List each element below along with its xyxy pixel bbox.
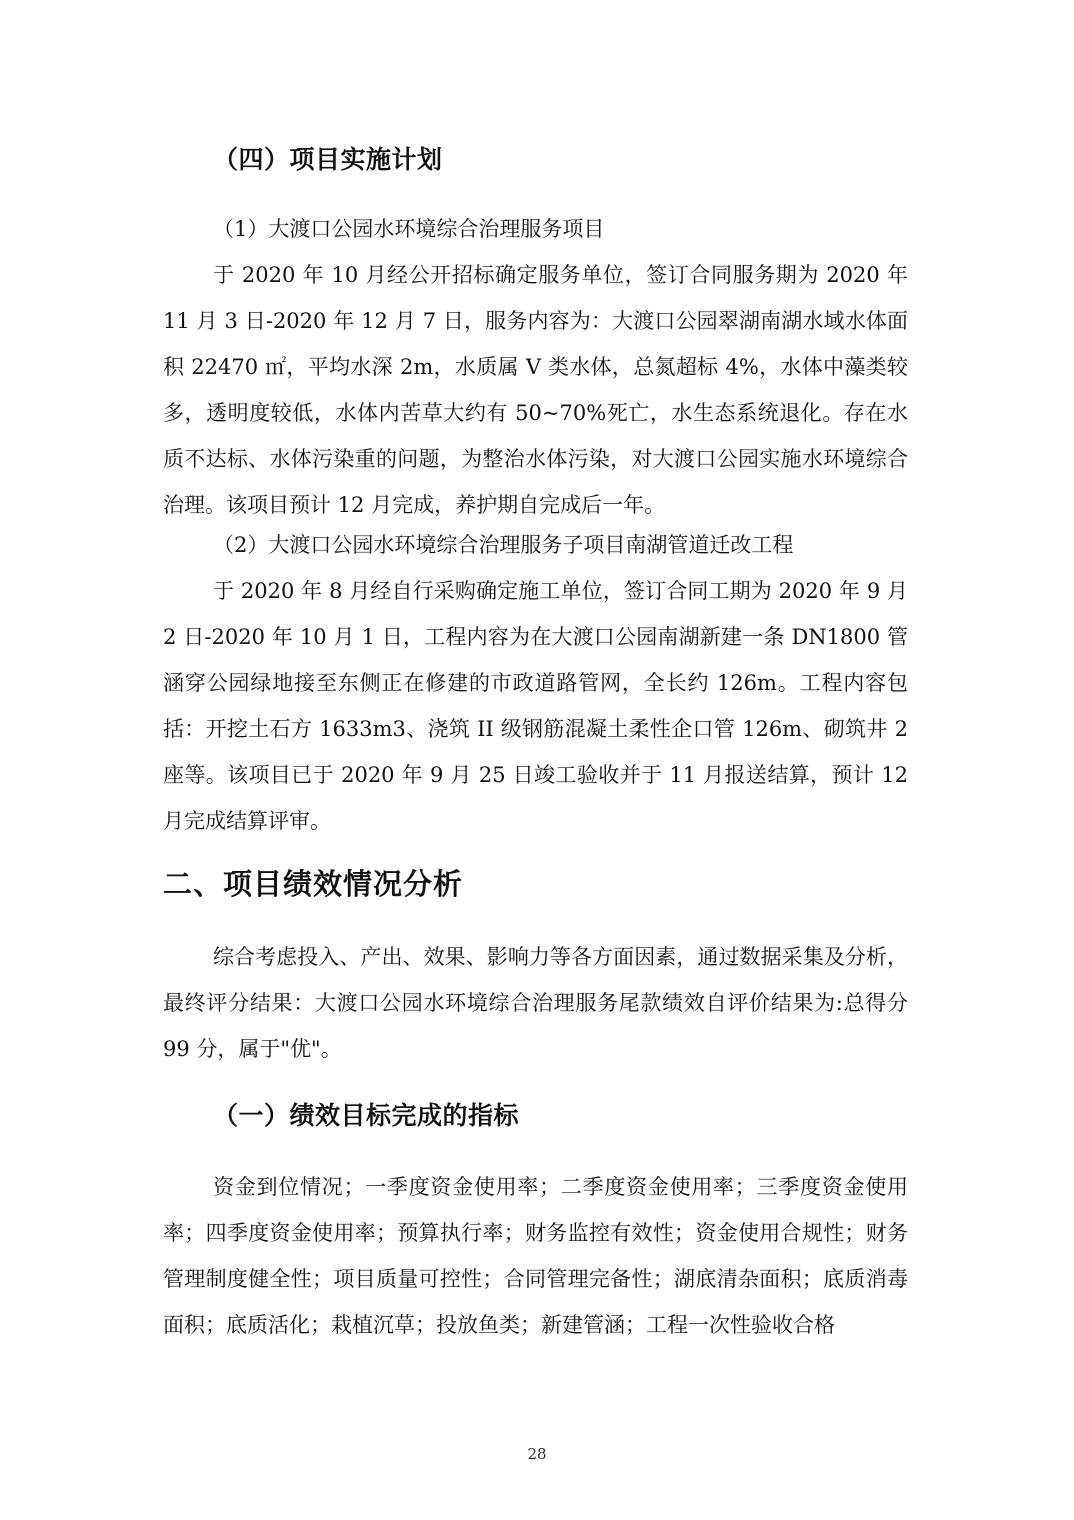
page-number: 28 bbox=[527, 1445, 547, 1463]
section-heading-performance-analysis: 二、项目绩效情况分析 bbox=[163, 867, 464, 901]
item-2-body: 于 2020 年 8 月经自行采购确定施工单位，签订合同工期为 2020 年 9 月 2 日-2020 年 10 月 1 日，工程内容为在大渡口公园南湖新建一条 DN1800 管涵穿公园绿地接至东侧正在修建的市政道路管网，全长约 126m。工程内容包括：开挖土石方 1633m3、浇筑 II 级钢筋混凝土柔性企口管 126m、砌筑井 2 座等。该项目已于 2020 年 9 月 25 日竣工验收并于 11 月报送结算，预计 12 月完成结算评审。 bbox=[163, 579, 908, 833]
section-heading-target-indicators: （一）绩效目标完成的指标 bbox=[213, 1101, 520, 1130]
target-indicators-paragraph: 资金到位情况；一季度资金使用率；二季度资金使用率；三季度资金使用率；四季度资金使用率；预算执行率；财务监控有效性；资金使用合规性；财务管理制度健全性；项目质量可控性；合同管理完备性；湖底清杂面积；底质消毒面积；底质活化；栽植沉草；投放鱼类；新建管涵；工程一次性验收合格 bbox=[163, 1175, 908, 1337]
section-heading-implementation-plan: （四）项目实施计划 bbox=[213, 145, 443, 174]
item-2-title: （2）大渡口公园水环境综合治理服务子项目南湖管道迁改工程 bbox=[213, 533, 794, 557]
performance-summary-paragraph: 综合考虑投入、产出、效果、影响力等各方面因素，通过数据采集及分析，最终评分结果：大渡口公园水环境综合治理服务尾款绩效自评价结果为:总得分 99 分，属于"优"。 bbox=[163, 945, 908, 1061]
item-1-title: （1）大渡口公园水环境综合治理服务项目 bbox=[213, 217, 605, 241]
item-1-body: 于 2020 年 10 月经公开招标确定服务单位，签订合同服务期为 2020 年 11 月 3 日-2020 年 12 月 7 日，服务内容为：大渡口公园翠湖南湖水域水体面积 22470 ㎡，平均水深 2m，水质属 V 类水体，总氮超标 4%，水体中藻类较多，透明度较低，水体内苦草大约有 50~70%死亡，水生态系统退化。存在水质不达标、水体污染重的问题，为整治水体污染，对大渡口公园实施水环境综合治理。该项目预计 12 月完成，养护期自完成后一年。 bbox=[163, 263, 908, 517]
